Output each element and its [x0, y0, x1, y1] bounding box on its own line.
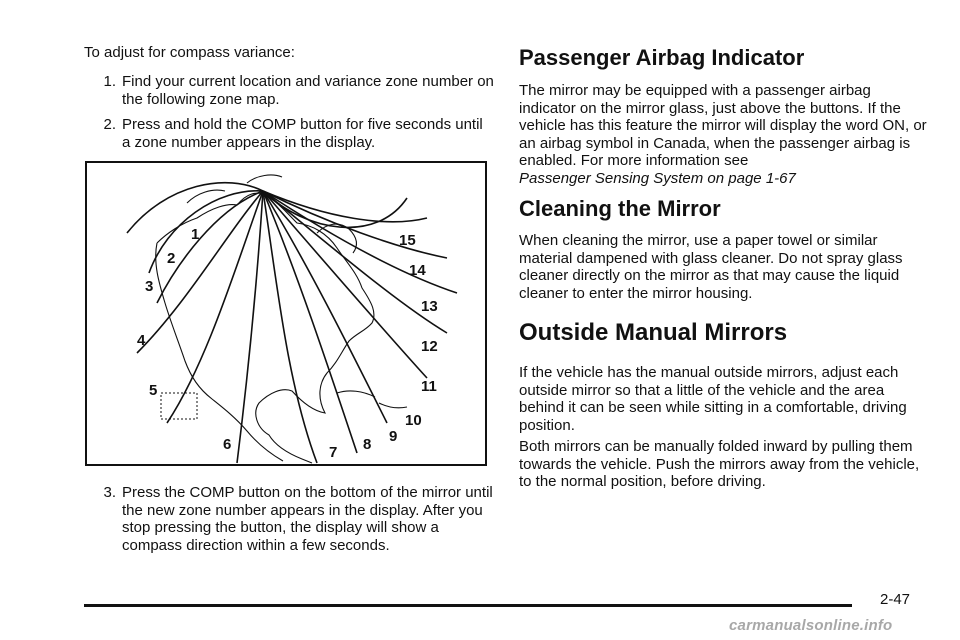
zone-label-1: 1 [191, 226, 200, 243]
outside-mirrors-p2: Both mirrors can be manually folded inward by pulling them towards the vehicle. Push the mirrors away from the vehicle, to the normal position, before driving. [519, 438, 920, 490]
step-3 [84, 484, 494, 554]
outside-mirrors-p1: If the vehicle has the manual outside mirrors, adjust each outside mirror so that a little of the vehicle and the area behind it can be seen while sitting in a comfortable, driving position. [519, 364, 907, 434]
zone-label-5: 5 [149, 382, 158, 399]
steps-list [84, 73, 494, 159]
airbag-text: The mirror may be equipped with a passenger airbag indicator on the mirror glass, just above the buttons. If the vehicle has this feature the mirror will display the word ON, or an airbag symbol in Canada, when the passenger airbag is enabled. For more information see [519, 82, 927, 169]
airbag-link: Passenger Sensing System on page 1-67 [519, 169, 796, 187]
airbag-block [519, 82, 929, 187]
step-text: Press and hold the COMP button for five seconds until a zone number appears in the display. [122, 116, 483, 151]
zone-label-13: 13 [421, 298, 438, 315]
page-number: 2-47 [880, 591, 911, 608]
step-text: Find your current location and variance zone number on the following zone map. [122, 73, 494, 108]
zone-label-9: 9 [389, 428, 398, 445]
zone-label-14: 14 [409, 262, 426, 279]
step-number: 3. [103, 484, 116, 501]
zone-label-3: 3 [145, 278, 154, 295]
zone-label-11: 11 [421, 378, 437, 395]
cleaning-heading: Cleaning the Mirror [519, 196, 721, 221]
zone-label-12: 12 [421, 338, 438, 355]
compass-intro: To adjust for compass variance: [84, 44, 295, 61]
compass-zone-map [85, 161, 487, 466]
step-text: Press the COMP button on the bottom of the mirror until the new zone number appears in the display. After you stop pressing the button, the display will show a compass direction within a few seconds. [122, 484, 493, 554]
watermark: carmanualsonline.info [729, 617, 893, 634]
zone-label-7: 7 [329, 444, 338, 461]
footer-rule [84, 604, 852, 607]
zone-label-6: 6 [223, 436, 232, 453]
cleaning-text: When cleaning the mirror, use a paper towel or similar material dampened with glass cleaner. Do not spray glass cleaner directly on the mirror as that may cause the liquid cleaner to enter the mirror housing. [519, 232, 903, 302]
airbag-heading: Passenger Airbag Indicator [519, 45, 805, 70]
zone-label-4: 4 [137, 332, 146, 349]
outside-mirrors-heading: Outside Manual Mirrors [519, 319, 788, 346]
step-1 [84, 73, 494, 108]
zone-label-15: 15 [399, 232, 416, 249]
zone-label-2: 2 [167, 250, 176, 267]
zone-label-8: 8 [363, 436, 372, 453]
step-2 [84, 116, 494, 151]
zone-map-svg [87, 163, 485, 464]
step-number: 1. [103, 73, 116, 90]
zone-label-10: 10 [405, 412, 422, 429]
step-number: 2. [103, 116, 116, 133]
hawaii-inset [161, 393, 197, 419]
